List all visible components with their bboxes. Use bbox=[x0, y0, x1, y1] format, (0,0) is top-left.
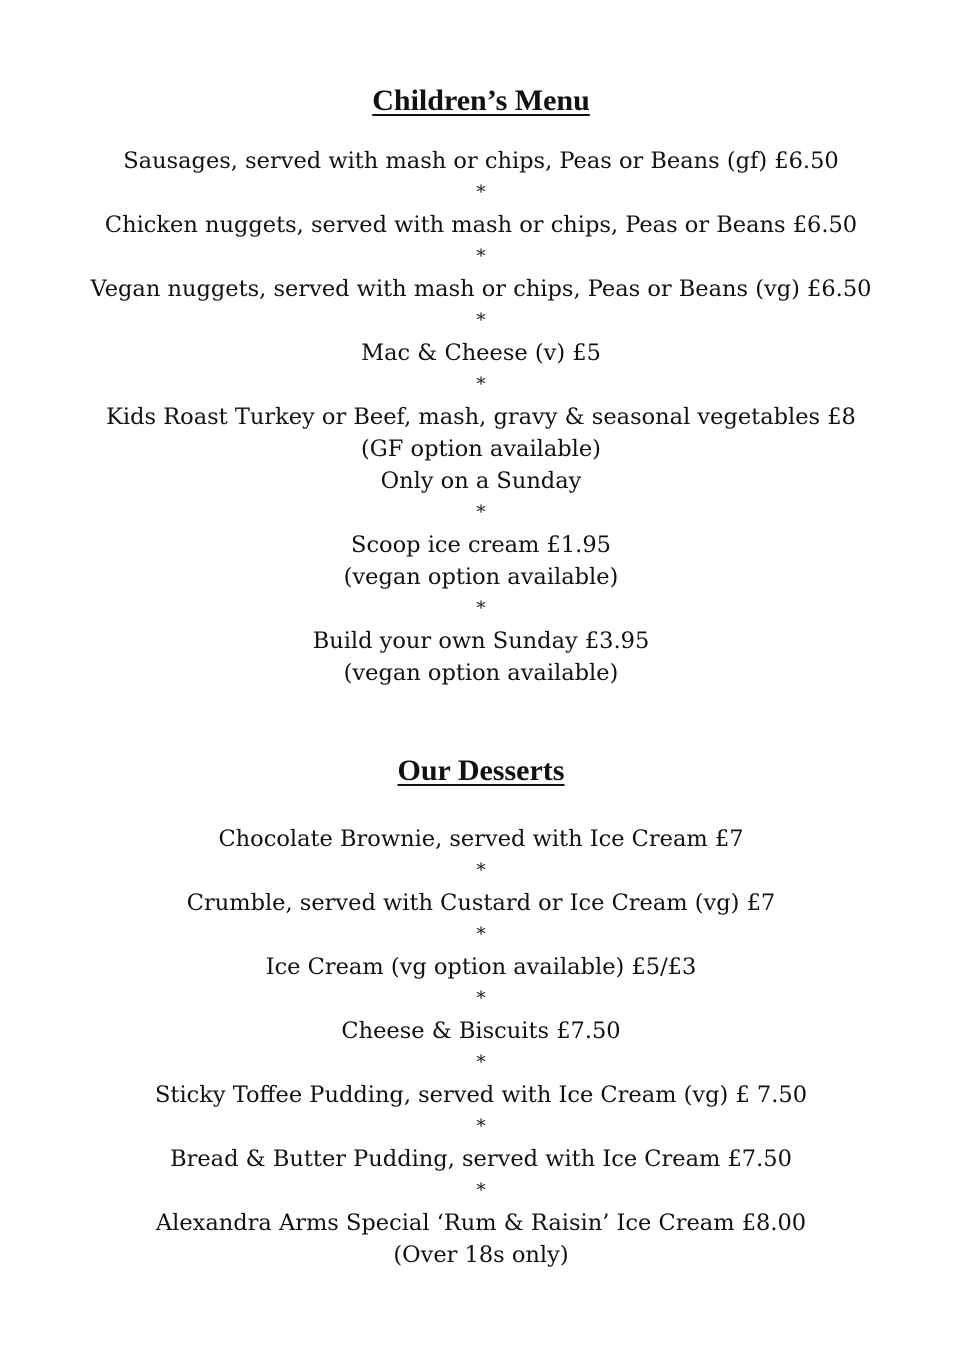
menu-item-vegan-nuggets: Vegan nuggets, served with mash or chips, Peas or Beans (vg) £6.50 bbox=[90, 276, 872, 302]
menu-item-note: (vegan option available) bbox=[343, 564, 619, 590]
separator-star: * bbox=[476, 598, 486, 619]
separator-star: * bbox=[476, 1180, 486, 1201]
menu-item-bread-butter-pudding: Bread & Butter Pudding, served with Ice Cream £7.50 bbox=[170, 1146, 792, 1172]
menu-item-rum-raisin-ice-cream: Alexandra Arms Special ‘Rum & Raisin’ Ice Cream £8.00 bbox=[155, 1210, 807, 1236]
menu-item-ice-cream: Ice Cream (vg option available) £5/£3 bbox=[265, 954, 697, 980]
menu-item-cheese-biscuits: Cheese & Biscuits £7.50 bbox=[341, 1018, 621, 1044]
separator-star: * bbox=[476, 502, 486, 523]
menu-item-sausages: Sausages, served with mash or chips, Peas or Beans (gf) £6.50 bbox=[123, 148, 839, 174]
separator-star: * bbox=[476, 924, 486, 945]
menu-item-note: (vegan option available) bbox=[343, 660, 619, 686]
separator-star: * bbox=[476, 310, 486, 331]
separator-star: * bbox=[476, 1052, 486, 1073]
separator-star: * bbox=[476, 182, 486, 203]
menu-item-build-your-own-sunday: Build your own Sunday £3.95 bbox=[312, 628, 650, 654]
childrens-menu-title: Children’s Menu bbox=[372, 84, 590, 117]
menu-item-chicken-nuggets: Chicken nuggets, served with mash or chips, Peas or Beans £6.50 bbox=[104, 212, 858, 238]
menu-item-note: Only on a Sunday bbox=[380, 468, 582, 494]
menu-item-scoop-ice-cream: Scoop ice cream £1.95 bbox=[351, 532, 611, 558]
desserts-list bbox=[0, 823, 962, 1271]
desserts-title: Our Desserts bbox=[397, 754, 565, 787]
separator-star: * bbox=[476, 860, 486, 881]
separator-star: * bbox=[476, 988, 486, 1009]
menu-item-mac-cheese: Mac & Cheese (v) £5 bbox=[361, 340, 601, 366]
menu-item-chocolate-brownie: Chocolate Brownie, served with Ice Cream £7 bbox=[218, 826, 744, 852]
separator-star: * bbox=[476, 246, 486, 267]
menu-item-crumble: Crumble, served with Custard or Ice Cream (vg) £7 bbox=[186, 890, 776, 916]
separator-star: * bbox=[476, 374, 486, 395]
menu-item-kids-roast: Kids Roast Turkey or Beef, mash, gravy & seasonal vegetables £8 bbox=[106, 404, 856, 430]
menu-item-note: (GF option available) bbox=[361, 436, 601, 462]
menu-item-sticky-toffee-pudding: Sticky Toffee Pudding, served with Ice Cream (vg) £ 7.50 bbox=[154, 1082, 808, 1108]
separator-star: * bbox=[476, 1116, 486, 1137]
childrens-menu-list bbox=[0, 145, 962, 689]
menu-item-note: (Over 18s only) bbox=[393, 1242, 569, 1268]
